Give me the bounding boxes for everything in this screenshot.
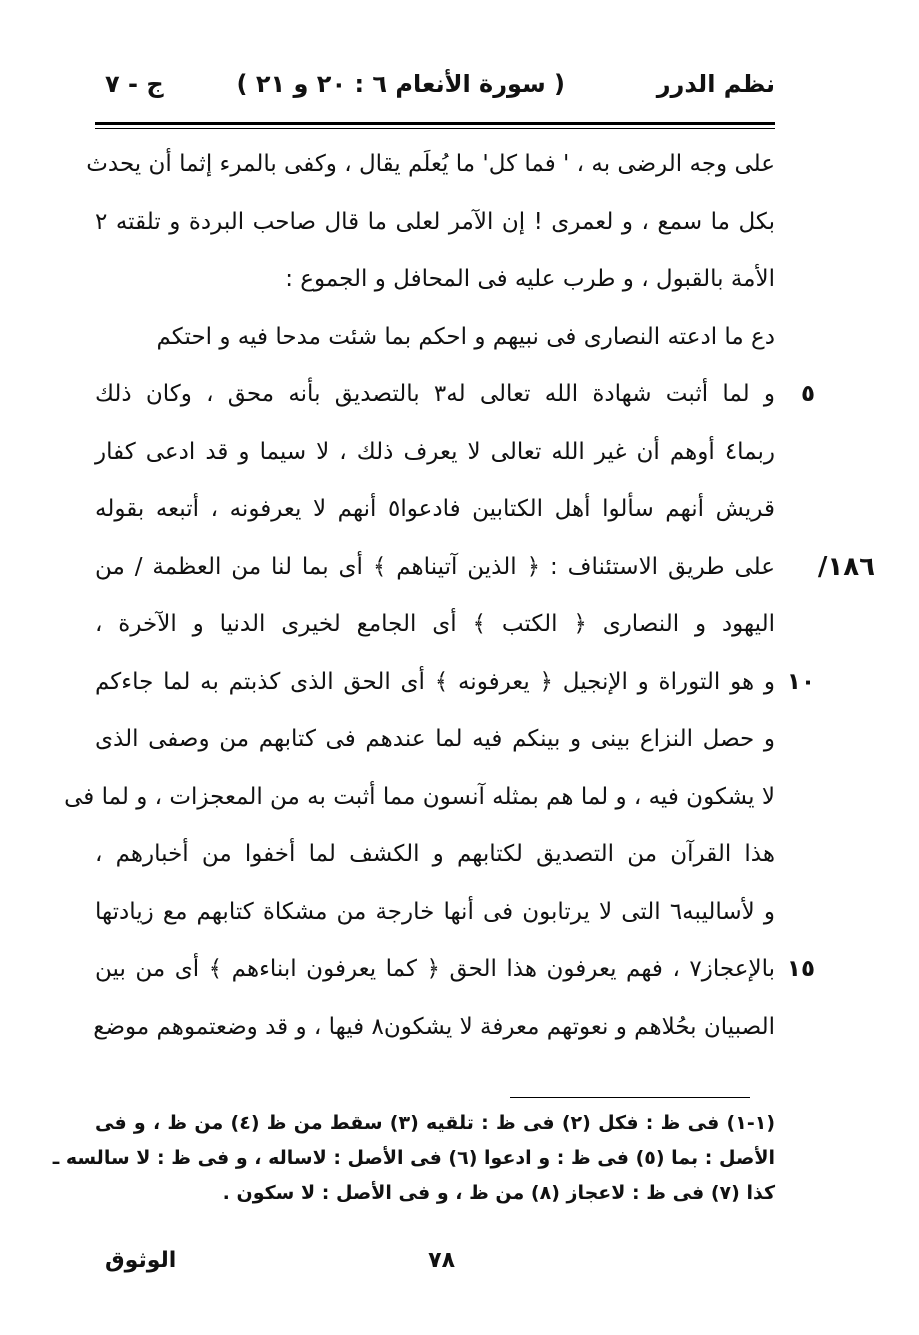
text-line-content: على طريق الاستئناف : ﴿ الذين آتيناهم ﴾ أى بما لنا من العظمة / من xyxy=(95,553,775,580)
volume-label: ج - ٧ xyxy=(105,70,164,98)
page-number: ٧٨ xyxy=(428,1248,455,1273)
footnote-line: الأصل : بما (٥) فى ظ : و ادعوا (٦) فى الأصل : لاساله ، و فى ظ : لا سالسه ـ xyxy=(52,1147,775,1169)
printer-signature: الوثوق xyxy=(105,1248,177,1273)
running-header xyxy=(95,70,775,114)
surah-reference: ( سورة الأنعام ٦ : ٢٠ و ٢١ ) xyxy=(236,70,565,98)
footnotes xyxy=(52,1106,775,1211)
text-line: بكل ما سمع ، و لعمرى ! إن الآمر لعلى ما قال صاحب البردة و تلقته ٢ xyxy=(95,208,775,235)
text-line: اليهود و النصارى ﴿ الكتب ﴾ أى الجامع لخيرى الدنيا و الآخرة ، xyxy=(95,611,775,637)
footnote-line: كذا (٧) فى ظ : لاعجاز (٨) من ظ ، و فى الأصل : لا سكون . xyxy=(222,1182,775,1204)
text-line: و حصل النزاع بينى و بينكم فيه لما عندهم فى كتابهم من وصفى الذى xyxy=(95,726,775,752)
text-line-content: و هو التوراة و الإنجيل ﴿ يعرفونه ﴾ أى الحق الذى كذبتم به لما جاءكم xyxy=(95,668,775,695)
text-line: قريش أنهم سألوا أهل الكتابين فادعوا٥ أنهم لا يعرفونه ، أتبعه بقوله xyxy=(95,496,775,522)
text-line: الصبيان بحُلاهم و نعوتهم معرفة لا يشكون٨ فيها ، و قد وضعتموهم موضع xyxy=(93,1013,775,1040)
header-rule-thin xyxy=(95,128,775,129)
page-footer xyxy=(95,1248,775,1288)
book-title: نظم الدرر xyxy=(656,70,775,98)
line-number: ١٥ xyxy=(786,956,815,982)
text-line: ربما٤ أوهم أن غير الله تعالى لا يعرف ذلك ، لا سيما و قد ادعى كفار xyxy=(95,438,775,465)
text-line: و لأساليبه٦ التى لا يرتابون فى أنها خارجة من مشكاة كتابهم مع زيادتها xyxy=(95,898,775,925)
text-line: الأمة بالقبول ، و طرب عليه فى المحافل و الجموع : xyxy=(285,266,775,292)
text-line-with-margin-note xyxy=(95,539,875,597)
text-line: لا يشكون فيه ، و لما هم بمثله آنسون مما أثبت به من المعجزات ، و لما فى xyxy=(64,783,775,810)
poetry-verse: دع ما ادعته النصارى فى نبيهم و احكم بما شئت مدحا فيه و احتكم xyxy=(156,323,775,350)
line-number: ٥ xyxy=(800,381,815,407)
text-line: هذا القرآن من التصديق لكتابهم و الكشف لما أخفوا من أخبارهم ، xyxy=(95,841,775,867)
text-line-content: و لما أثبت شهادة الله تعالى له٣ بالتصديق بأنه محق ، وكان ذلك xyxy=(95,381,776,407)
text-line-15 xyxy=(95,941,815,999)
text-line-10 xyxy=(95,654,815,712)
line-number: ١٠ xyxy=(786,668,815,695)
main-text xyxy=(64,136,875,1056)
footnote-line: (١-١) فى ظ : فكل (٢) فى ظ : تلقيه (٣) سقط من ظ (٤) من ظ ، و فى xyxy=(95,1112,775,1134)
footnote-separator xyxy=(510,1097,750,1098)
text-line: على وجه الرضى به ، ' فما كل' ما يُعلَم يقال ، وكفى بالمرء إثما أن يحدث xyxy=(86,151,775,177)
header-rule-thick xyxy=(95,122,775,125)
text-line-content: بالإعجاز٧ ، فهم يعرفون هذا الحق ﴿ كما يعرفون ابناءهم ﴾ أى من بين xyxy=(95,956,775,982)
text-line-5 xyxy=(95,366,815,424)
margin-note: ١٨٦/ xyxy=(817,551,875,582)
